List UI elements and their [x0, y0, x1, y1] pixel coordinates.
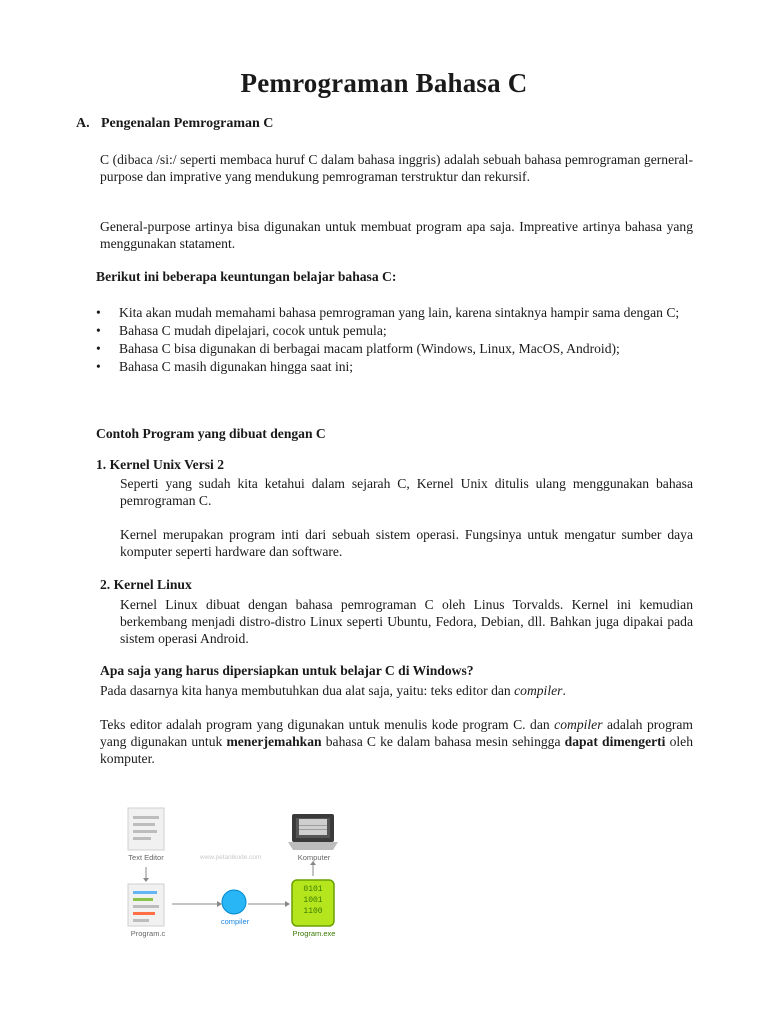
kernel-linux-heading: 2. Kernel Linux [100, 577, 192, 592]
list-item [96, 340, 693, 357]
binary-line: 0101 [303, 885, 323, 894]
program-c-label: Program.c [130, 929, 166, 938]
compile-flow-diagram [118, 796, 378, 946]
text-run: oleh komputer. [100, 734, 694, 766]
page-title: Pemrograman Bahasa C [240, 68, 528, 98]
keuntungan-heading: Berikut ini beberapa keuntungan belajar bahasa C: [96, 269, 397, 284]
keuntungan-list [96, 304, 693, 376]
section-a-heading [76, 116, 273, 132]
compiler-emphasis: compiler [554, 717, 603, 732]
windows-heading: Apa saja yang harus dipersiapkan untuk belajar C di Windows? [100, 663, 474, 678]
windows-paragraph-1 [100, 682, 693, 699]
intro-paragraph: C (dibaca /si:/ seperti membaca huruf C dalam bahasa inggris) adalah sebuah bahasa pemrograman gerneral-purpose dan imprative yang mendukung pemrograman terstruktur dan rekursif. [100, 152, 693, 184]
section-heading-text: Pengenalan Pemrograman C [101, 116, 274, 131]
list-item-text: Bahasa C mudah dipelajari, cocok untuk pemula; [119, 323, 387, 338]
windows-paragraph-2 [100, 716, 693, 767]
text-run: Teks editor adalah program yang digunakan untuk menulis kode program C. dan [100, 717, 555, 732]
compiler-emphasis: compiler [514, 683, 563, 698]
compiler-label: compiler [220, 917, 250, 926]
arrow-up-icon [310, 861, 316, 876]
text-run: bahasa C ke dalam bahasa mesin sehingga [321, 734, 565, 749]
bullet-icon: • [96, 323, 101, 338]
compiler-circle [222, 890, 246, 914]
binary-line: 1100 [303, 907, 323, 916]
arrow-right-icon [172, 901, 222, 907]
section-number: A. [76, 116, 90, 131]
source-file-icon [128, 884, 164, 926]
list-item [96, 304, 693, 321]
list-item [96, 322, 693, 339]
text-editor-label: Text Editor [128, 853, 164, 862]
arrow-right-icon [248, 901, 290, 907]
program-exe-label: Program.exe [292, 929, 336, 938]
komputer-label: Komputer [297, 853, 331, 862]
laptop-icon [288, 814, 338, 850]
contoh-heading: Contoh Program yang dibuat dengan C [96, 426, 326, 441]
kernel-unix-heading: 1. Kernel Unix Versi 2 [96, 457, 225, 472]
binary-code [294, 884, 332, 917]
menerjemahkan-strong: menerjemahkan [226, 734, 322, 749]
text-run: Pada dasarnya kita hanya membutuhkan dua alat saja, yaitu: teks editor dan [100, 683, 515, 698]
bullet-icon: • [96, 341, 101, 356]
text-run: . [562, 683, 566, 698]
list-item-text: Bahasa C bisa digunakan di berbagai macam platform (Windows, Linux, MacOS, Android); [119, 341, 620, 356]
arrow-down-icon [143, 867, 149, 882]
text-editor-icon [128, 808, 164, 850]
bullet-icon: • [96, 305, 101, 320]
kernel-linux-paragraph: Kernel Linux dibuat dengan bahasa pemrograman C oleh Linus Torvalds. Kernel ini kemudian berkembang menjadi distro-distro Linux seperti Ubuntu, Fedora, Debian, dll. Bahkan juga dipakai pada sistem operasi Android. [120, 597, 693, 646]
dapat-dimengerti-strong: dapat dimengerti [564, 734, 666, 749]
watermark: www.petanikode.com [200, 854, 262, 861]
kernel-unix-paragraph-1: Seperti yang sudah kita ketahui dalam sejarah C, Kernel Unix ditulis ulang menggunakan bahasa pemrograman C. [120, 476, 693, 508]
text-run: adalah program yang digunakan untuk [100, 717, 693, 749]
general-purpose-paragraph: General-purpose artinya bisa digunakan untuk membuat program apa saja. Impreative artinya bahasa yang menggunakan statament. [100, 219, 693, 251]
list-item [96, 358, 693, 375]
bullet-icon: • [96, 359, 101, 374]
binary-line: 1001 [303, 896, 323, 905]
list-item-text: Kita akan mudah memahami bahasa pemrograman yang lain, karena sintaknya hampir sama dengan C; [119, 305, 680, 320]
kernel-unix-paragraph-2: Kernel merupakan program inti dari sebuah sistem operasi. Fungsinya untuk mengatur sumber daya komputer seperti hardware dan software. [120, 527, 693, 559]
list-item-text: Bahasa C masih digunakan hingga saat ini; [119, 359, 354, 374]
